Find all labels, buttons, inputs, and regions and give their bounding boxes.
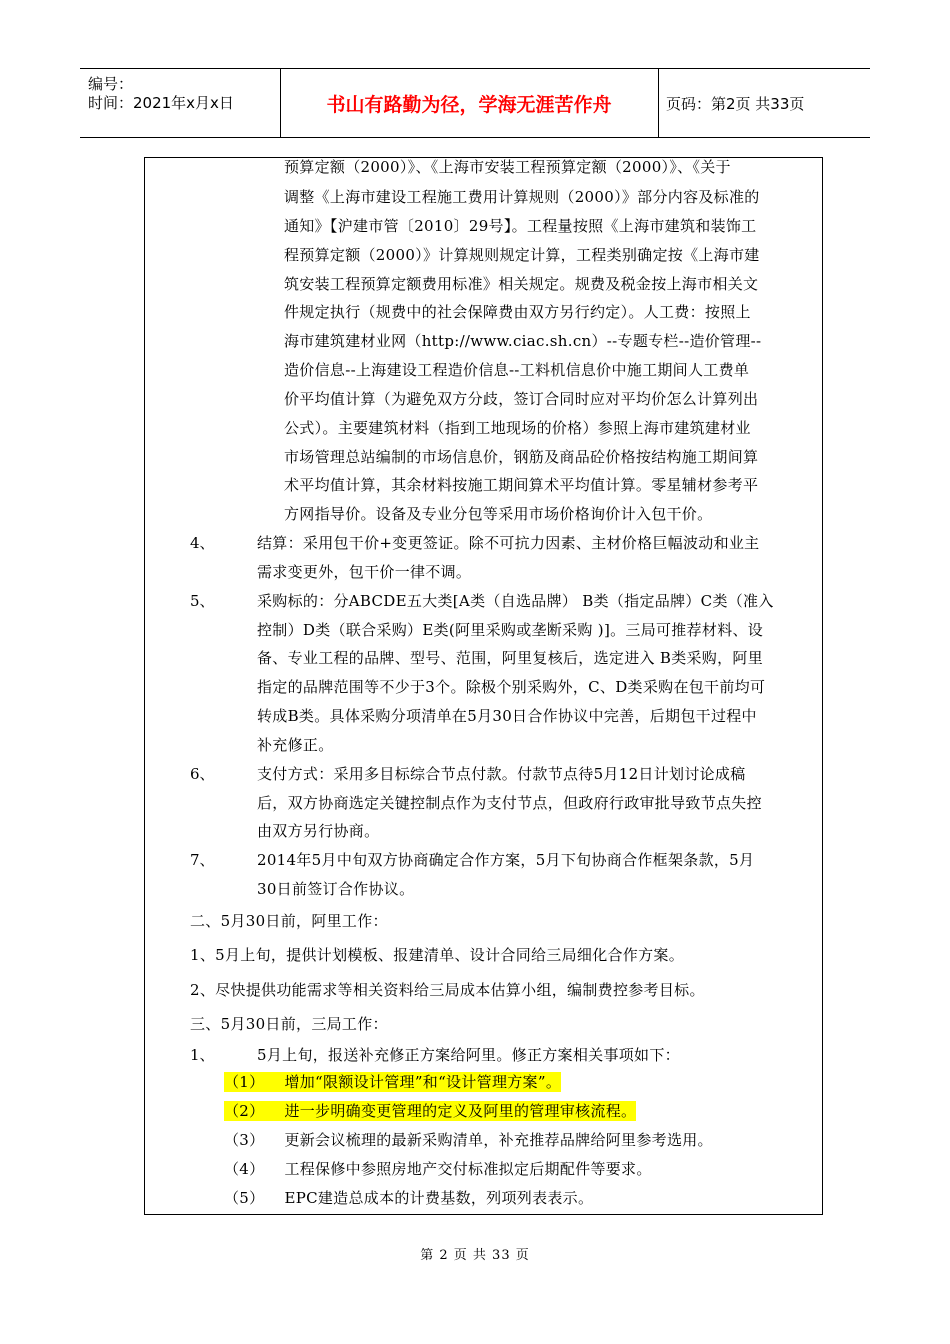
item-line: 后，双方协商选定关键控制点作为支付节点，但政府行政审批导致节点失控 xyxy=(257,794,762,812)
paragraph-line: 海市建筑建材业网（http://www.ciac.sh.cn）--专题专栏--造价管理-- xyxy=(284,332,762,350)
paragraph-line: 市场管理总站编制的市场信息价，钢筋及商品砼价格按结构施工期间算 xyxy=(284,448,759,466)
paragraph-line: 造价信息--上海建设工程造价信息--工料机信息价中施工期间人工费单 xyxy=(284,361,750,379)
item-line: 转成B类。具体采购分项清单在5月30日合作协议中完善，后期包干过程中 xyxy=(257,707,757,725)
item-line: 结算：采用包干价+变更签证。除不可抗力因素、主材价格巨幅波动和业主 xyxy=(257,534,760,552)
item-line: 采购标的：分ABCDE五大类[A类（自选品牌） B类（指定品牌）C类（准入 xyxy=(257,592,774,610)
item-line: 控制）D类（联合采购）E类(阿里采购或垄断采购 )]。三局可推荐材料、设 xyxy=(257,621,764,639)
paragraph-line: 程预算定额（2000）》计算规则规定计算，工程类别确定按《上海市建 xyxy=(284,246,760,264)
item-line: 30日前签订合作协议。 xyxy=(257,880,415,898)
item-number: 6、 xyxy=(190,765,215,783)
subitem-text: 工程保修中参照房地产交付标准拟定后期配件等要求。 xyxy=(284,1160,652,1178)
item-line: 由双方另行协商。 xyxy=(257,822,380,840)
item-line: 指定的品牌范围等不少于3个。除极个别采购外，C、D类采购在包干前均可 xyxy=(257,678,766,696)
section-heading: 三、5月30日前，三局工作： xyxy=(190,1015,388,1033)
subitem-text: EPC建造总成本的计费基数，列项列表表示。 xyxy=(284,1189,594,1207)
subitem-text: 更新会议梳理的最新采购清单，补充推荐品牌给阿里参考选用。 xyxy=(284,1131,713,1149)
paragraph-line: 筑安装工程预算定额费用标准》相关规定。规费及税金按上海市相关文 xyxy=(284,275,759,293)
subitem-highlighted xyxy=(224,1072,561,1092)
paragraph-line: 预算定额（2000）》、《上海市安装工程预算定额（2000）》、《关于 xyxy=(284,158,731,176)
subitem-highlighted xyxy=(224,1101,636,1121)
section-item: 2、尽快提供功能需求等相关资料给三局成本估算小组，编制费控参考目标。 xyxy=(190,981,705,999)
header-motto: 书山有路勤为径，学海无涯苦作舟 xyxy=(326,93,612,116)
subitem-number: （2） xyxy=(224,1102,265,1120)
item-line: 需求变更外，包干价一律不调。 xyxy=(257,563,472,581)
item-number: 7、 xyxy=(190,851,215,869)
subitem-text: 进一步明确变更管理的定义及阿里的管理审核流程。 xyxy=(284,1102,637,1120)
subitem xyxy=(224,1188,593,1208)
subitem xyxy=(224,1130,713,1150)
paragraph-line: 通知》【沪建市管〔2010〕29号】。工程量按照《上海市建筑和装饰工 xyxy=(284,217,757,235)
paragraph-line: 件规定执行（规费中的社会保障费由双方另行约定）。人工费：按照上 xyxy=(284,303,751,321)
paragraph-line: 术平均值计算，其余材料按施工期间算术平均值计算。零星辅材参考平 xyxy=(284,476,759,494)
serial-label: 编号： xyxy=(88,75,134,93)
paragraph-line: 公式）。主要建筑材料（指到工地现场的价格）参照上海市建筑建材业 xyxy=(284,419,751,437)
subitem-number: （3） xyxy=(224,1131,265,1149)
date-label: 时间：2021年x月x日 xyxy=(88,94,234,112)
paragraph-line: 价平均值计算（为避免双方分歧，签订合同时应对平均价怎么计算列出 xyxy=(284,390,759,408)
page-header xyxy=(80,68,870,138)
subitem-text: 增加“限额设计管理”和“设计管理方案”。 xyxy=(284,1073,562,1091)
section-item: 5月上旬，报送补充修正方案给阿里。修正方案相关事项如下： xyxy=(257,1046,680,1064)
item-number: 4、 xyxy=(190,534,215,552)
subitem-number: （5） xyxy=(224,1189,265,1207)
item-number: 5、 xyxy=(190,592,215,610)
paragraph-line: 调整《上海市建设工程施工费用计算规则（2000）》部分内容及标准的 xyxy=(284,188,760,206)
header-divider xyxy=(658,69,659,137)
paragraph-line: 方网指导价。设备及专业分包等采用市场价格询价计入包干价。 xyxy=(284,505,713,523)
header-meta xyxy=(80,69,280,137)
section-heading: 二、5月30日前，阿里工作： xyxy=(190,912,388,930)
item-line: 2014年5月中旬双方协商确定合作方案，5月下旬协商合作框架条款，5月 xyxy=(257,851,755,869)
subitem-number: （1） xyxy=(224,1073,265,1091)
subitem-number: （4） xyxy=(224,1160,265,1178)
section-item: 1、5月上旬，提供计划模板、报建清单、设计合同给三局细化合作方案。 xyxy=(190,946,684,964)
header-page-code: 页码：第2页 共33页 xyxy=(666,94,805,113)
item-line: 支付方式：采用多目标综合节点付款。付款节点待5月12日计划讨论成稿 xyxy=(257,765,746,783)
item-line: 备、专业工程的品牌、型号、范围，阿里复核后，选定进入 B类采购，阿里 xyxy=(257,649,763,667)
subitem xyxy=(224,1159,652,1179)
item-number: 1、 xyxy=(190,1046,215,1064)
page-footer: 第 2 页 共 33 页 xyxy=(420,1248,530,1263)
item-line: 补充修正。 xyxy=(257,736,334,754)
